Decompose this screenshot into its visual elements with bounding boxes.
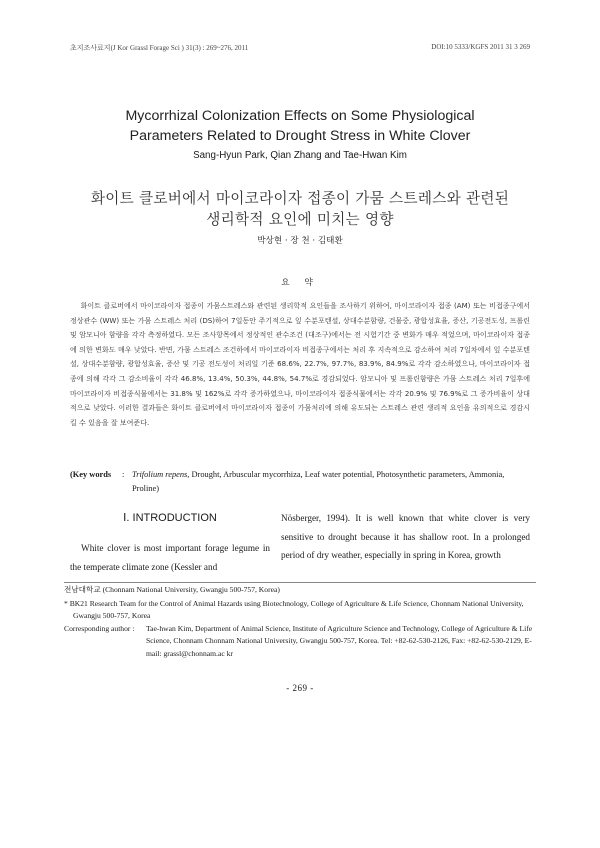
journal-citation: 초지조사료지(J Kor Grassl Forage Sci ) 31(3) : 269~276, 2011	[70, 44, 249, 52]
korean-authors: 박상현 · 장 천 · 김태환	[257, 236, 343, 246]
english-title-line-1: Mycorrhizal Colonization Effects on Some Physiological	[125, 108, 475, 124]
footnote-divider	[64, 582, 536, 583]
korean-title-line-2: 생리학적 요인에 미치는 영향	[206, 211, 394, 228]
keywords-block	[70, 468, 530, 496]
abstract-body: 화이트 클로버에서 마이코라이자 접종이 가뭄스트레스와 관련된 생리학적 요인들을 조사하기 위하여, 마이코라이자 접종 (AM) 또는 비접종구에서 정상관수 (WW) 또는 가뭄 스트레스 처리 (DS)하여 7일동안 주기적으로 잎 수분포텐셜, 상대수분함량, 건물중, 광합성효율, 증산, 기공전도성, 프롤린 및 암모니아 함량을 각각 측정하였다. 모든 조사항목에서 정상적인 관수조건 (대조구)에서는 전 시험기간 중 변화가 매우 적었으며, 마이코라이자 접종에 의한 변화도 매우 낮았다. 반면, 가뭄 스트레스 조건하에서 마이코라이자 비접종구에서는 처리 후 지속적으로 감소하여 처리 7일차에서 잎 수분포텐셜, 상대수분함량, 광합성효율, 증산 및 기공 전도성이 처리일 기준 68.6%, 22.7%, 97.7%, 83.9%, 84.9%로 각각 감소하였으나, 마이코라이자 접종에 의해 각각 그 감소비율이 각각 46.8%, 13.4%, 50.3%, 44.8%, 54.7%로 경감되었다. 암모니아 및 프롤린함량은 가뭄 스트레스 처리 7일후에 마이코라이자 비접종식물에서는 31.8% 및 162%로 각각 증가하였으나, 마이코라이자 접종식물에서는 각각 20.9% 및 76.9%로 그 증가비율이 상대적으로 낮았다. 이러한 결과들은 화이트 클로버에서 마이코라이자 접종이 가뭄처리에 의해 유도되는 스트레스 관련 생리적 요인을 유의적으로 경감시킬 수 있음을 잘 보여준다.	[70, 301, 530, 427]
keywords-separator: :	[122, 470, 125, 479]
keywords-list	[132, 468, 530, 496]
korean-title-line-1: 화이트 클로버에서 마이코라이자 접종이 가뭄 스트레스와 관련된	[90, 190, 510, 207]
doi: DOI:10 5333/KGFS 2011 31 3 269	[431, 43, 530, 51]
page-number: - 269 -	[286, 683, 314, 693]
corresponding-author-details: Tae-hwan Kim, Department of Animal Science, Institute of Agriculture Science and Technology, College of Agriculture & Life Science, Chonnam Chonnam National University, Gwangju 500-757, Korea. Tel: +82-62-530-2126, Fax: +82-62-530-2129, E-mail: grassl@chonnam.ac kr	[146, 624, 533, 658]
keyword-species: Trifolium repens,	[132, 470, 190, 479]
intro-right-column: Nösberger, 1994). It is well known that white clover is very sensitive to drought because it has shallow root. In a prolonged period of dry weather, especially in spring in Korea, growth	[281, 513, 530, 561]
keywords-label: (Key words	[70, 470, 112, 479]
introduction-heading: Ⅰ. INTRODUCTION	[123, 512, 217, 524]
affiliation-1: 전남대학교 (Chonnam National University, Gwangju 500-757, Korea)	[64, 585, 280, 594]
corresponding-author	[64, 623, 536, 660]
intro-left-column: White clover is most important forage legume in the temperate climate zone (Kessler and	[70, 543, 270, 572]
keyword-rest: Drought, Arbuscular mycorrhiza, Leaf water potential, Photosynthetic parameters, Ammonia, Proline)	[132, 470, 505, 493]
affiliation-2: * BK21 Research Team for the Control of Animal Hazards using Biotechnology, College of Agriculture & Life Science, Chonnam National University, Gwangju 500-757, Korea	[64, 599, 524, 621]
abstract-heading: 요 약	[281, 278, 319, 288]
english-title-line-2: Parameters Related to Drought Stress in White Clover	[129, 128, 471, 144]
english-authors: Sang-Hyun Park, Qian Zhang and Tae-Hwan Kim	[193, 150, 407, 161]
corresponding-author-label: Corresponding author :	[64, 624, 135, 633]
